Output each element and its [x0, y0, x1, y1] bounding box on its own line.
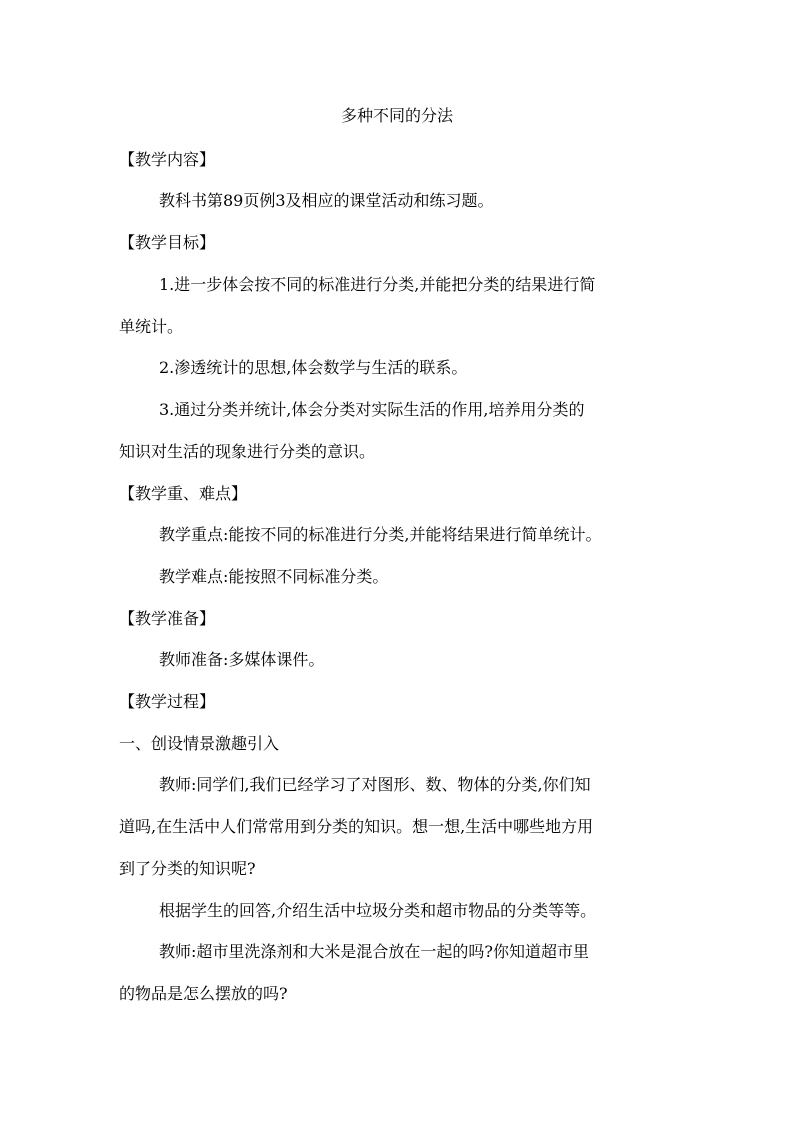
teacher-question-line-2: 道吗,在生活中人们常常用到分类的知识。想一想,生活中哪些地方用	[119, 817, 594, 836]
objective-3-line-2: 知识对生活的现象进行分类的意识。	[119, 442, 376, 461]
objective-1-line-2: 单统计。	[119, 317, 184, 336]
key-point: 教学重点:能按不同的标准进行分类,并能将结果进行简单统计。	[159, 525, 602, 544]
section-heading-preparation: 【教学准备】	[119, 609, 216, 628]
teacher-preparation: 教师准备:多媒体课件。	[159, 650, 325, 669]
supermarket-question-line-1: 教师:超市里洗涤剂和大米是混合放在一起的吗?你知道超市里	[159, 942, 589, 961]
paragraph-content: 教科书第89页例3及相应的课堂活动和练习题。	[159, 191, 494, 210]
document-title: 多种不同的分法	[340, 106, 453, 125]
teacher-question-line-3: 到了分类的知识呢?	[119, 859, 256, 878]
section-heading-objectives: 【教学目标】	[119, 233, 216, 252]
objective-3-line-1: 3.通过分类并统计,体会分类对实际生活的作用,培养用分类的	[159, 400, 585, 419]
teacher-question-line-1: 教师:同学们,我们已经学习了对图形、数、物体的分类,你们知	[159, 775, 591, 794]
student-answer-summary: 根据学生的回答,介绍生活中垃圾分类和超市物品的分类等等。	[159, 901, 597, 920]
objective-2: 2.渗透统计的思想,体会数学与生活的联系。	[159, 358, 468, 377]
section-heading-content: 【教学内容】	[119, 150, 216, 169]
subsection-heading-introduction: 一、创设情景激趣引入	[119, 734, 280, 753]
supermarket-question-line-2: 的物品是怎么摆放的吗?	[119, 984, 288, 1003]
section-heading-key-points: 【教学重、难点】	[119, 484, 248, 503]
objective-1-line-1: 1.进一步体会按不同的标准进行分类,并能把分类的结果进行简	[159, 275, 596, 294]
section-heading-process: 【教学过程】	[119, 692, 216, 711]
difficult-point: 教学难点:能按照不同标准分类。	[159, 567, 389, 586]
